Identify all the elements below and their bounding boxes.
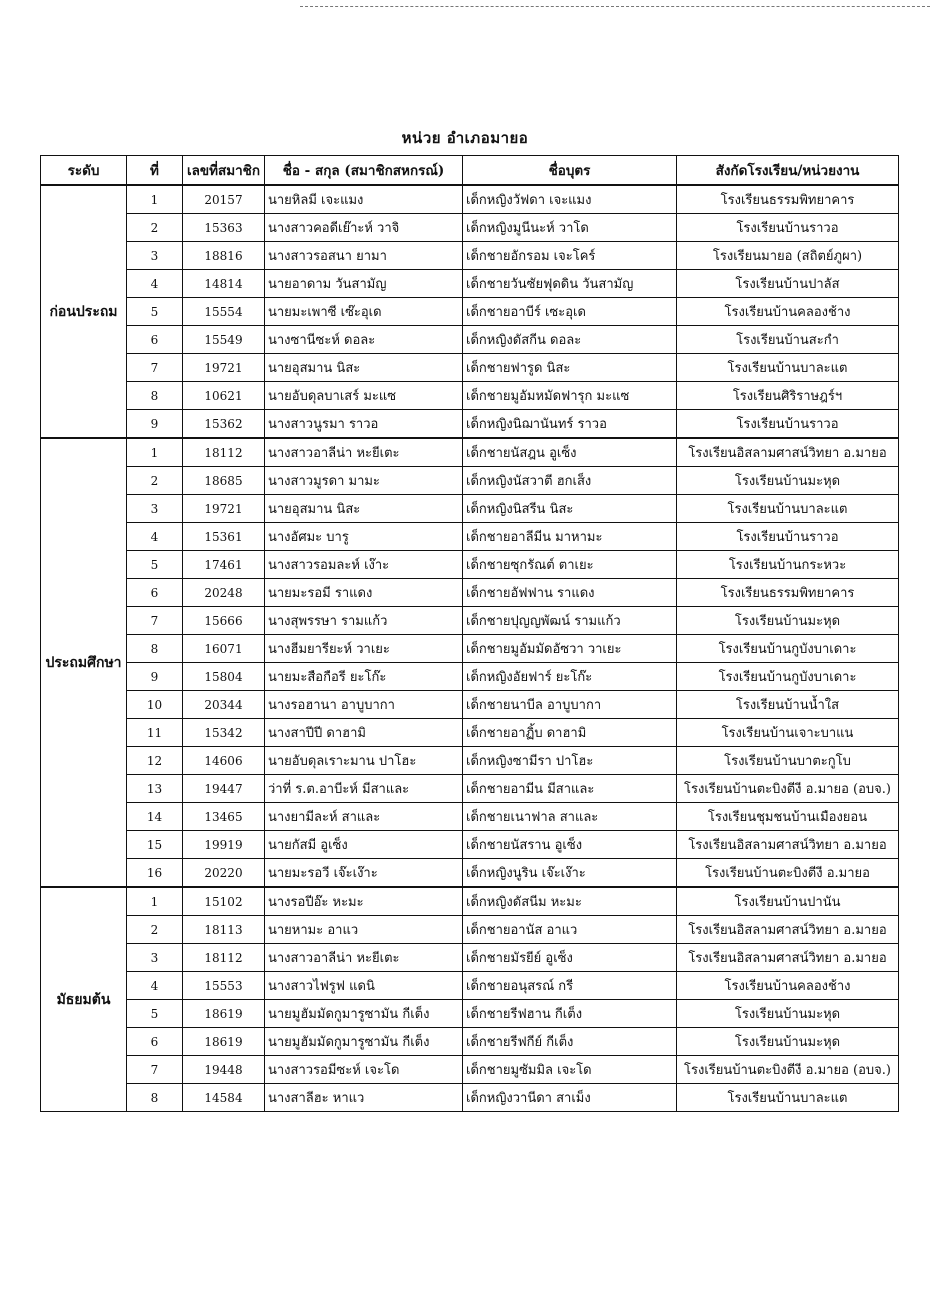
member-name: นายมูฮัมมัดกูมารูซามัน กีเต็ง — [265, 1028, 463, 1056]
member-id: 15362 — [183, 410, 265, 439]
child-name: เด็กชายปุญญพัฒน์ รามแก้ว — [463, 607, 677, 635]
child-name: เด็กชายอักรอม เจะโคร์ — [463, 242, 677, 270]
member-id: 20220 — [183, 859, 265, 888]
member-id: 15804 — [183, 663, 265, 691]
member-name: นางซานีซะห์ ดอละ — [265, 326, 463, 354]
school-name: โรงเรียนบ้านกระหวะ — [677, 551, 899, 579]
top-border-line — [300, 6, 930, 7]
member-name: นายหิลมี เจะแมง — [265, 185, 463, 214]
table-row — [41, 495, 899, 523]
row-number: 1 — [127, 887, 183, 916]
school-name: โรงเรียนธรรมพิทยาคาร — [677, 579, 899, 607]
member-id: 18619 — [183, 1000, 265, 1028]
table-row — [41, 298, 899, 326]
child-name: เด็กชายอานัส อาแว — [463, 916, 677, 944]
member-name: นายมะเพาซี เซ๊ะอุเด — [265, 298, 463, 326]
table-row — [41, 691, 899, 719]
member-name: นางสุพรรษา รามแก้ว — [265, 607, 463, 635]
level-cell: ประถมศึกษา — [41, 438, 127, 887]
member-name: นางสาวรอมละห์ เง๊าะ — [265, 551, 463, 579]
table-row — [41, 747, 899, 775]
child-name: เด็กชายเนาฟาล สาและ — [463, 803, 677, 831]
level-group — [41, 438, 899, 887]
row-number: 8 — [127, 635, 183, 663]
member-id: 20157 — [183, 185, 265, 214]
row-number: 13 — [127, 775, 183, 803]
row-number: 3 — [127, 242, 183, 270]
row-number: 8 — [127, 382, 183, 410]
school-name: โรงเรียนบ้านกูบังบาเดาะ — [677, 663, 899, 691]
child-name: เด็กชายวันซัยฟุดดิน วันสามัญ — [463, 270, 677, 298]
row-number: 6 — [127, 1028, 183, 1056]
row-number: 7 — [127, 354, 183, 382]
member-id: 18112 — [183, 438, 265, 467]
member-id: 19919 — [183, 831, 265, 859]
member-id: 18113 — [183, 916, 265, 944]
table-row — [41, 775, 899, 803]
school-name: โรงเรียนบ้านตะบิงตีงี อ.มายอ (อบจ.) — [677, 775, 899, 803]
child-name: เด็กชายฟารูด นิสะ — [463, 354, 677, 382]
school-name: โรงเรียนบ้านเจาะบาแน — [677, 719, 899, 747]
table-row — [41, 523, 899, 551]
member-id: 17461 — [183, 551, 265, 579]
member-name: นางสาวไฟรูฟ แดนิ — [265, 972, 463, 1000]
member-name: นายอับดุลเราะมาน ปาโฮะ — [265, 747, 463, 775]
child-name: เด็กหญิงนูริน เจ๊ะเง๊าะ — [463, 859, 677, 888]
table-row — [41, 1000, 899, 1028]
table-row — [41, 270, 899, 298]
member-id: 15102 — [183, 887, 265, 916]
row-number: 3 — [127, 944, 183, 972]
member-name: ว่าที่ ร.ต.อาบีะห์ มีสาและ — [265, 775, 463, 803]
table-row — [41, 859, 899, 888]
row-number: 5 — [127, 1000, 183, 1028]
child-name: เด็กชายมูอัมมัดอัซวา วาเยะ — [463, 635, 677, 663]
school-name: โรงเรียนบ้านสะกำ — [677, 326, 899, 354]
member-name: นางสาวอาลีน่า หะยีเตะ — [265, 438, 463, 467]
member-name: นายอุสมาน นิสะ — [265, 354, 463, 382]
school-name: โรงเรียนบ้านน้ำใส — [677, 691, 899, 719]
row-number: 12 — [127, 747, 183, 775]
table-row — [41, 579, 899, 607]
level-group — [41, 887, 899, 1112]
member-id: 20248 — [183, 579, 265, 607]
child-name: เด็กหญิงวัฟดา เจะแมง — [463, 185, 677, 214]
member-id: 15666 — [183, 607, 265, 635]
member-name: นายหามะ อาแว — [265, 916, 463, 944]
row-number: 7 — [127, 1056, 183, 1084]
member-id: 13465 — [183, 803, 265, 831]
school-name: โรงเรียนบ้านราวอ — [677, 214, 899, 242]
school-name: โรงเรียนบ้านมะหุด — [677, 467, 899, 495]
child-name: เด็กชายอาลีมีน มาหามะ — [463, 523, 677, 551]
row-number: 5 — [127, 298, 183, 326]
member-name: นางยามีละห์ สาและ — [265, 803, 463, 831]
member-id: 14606 — [183, 747, 265, 775]
row-number: 7 — [127, 607, 183, 635]
member-name: นายอับดุลบาเสร์ มะแซ — [265, 382, 463, 410]
table-row — [41, 326, 899, 354]
member-id: 15342 — [183, 719, 265, 747]
child-name: เด็กหญิงนิสรีน นิสะ — [463, 495, 677, 523]
child-name: เด็กหญิงนิฌานันทร์ ราวอ — [463, 410, 677, 439]
member-name: นางสาวอาลีน่า หะยีเตะ — [265, 944, 463, 972]
member-name: นายมะสือกือรี ยะโก๊ะ — [265, 663, 463, 691]
level-cell: ก่อนประถม — [41, 185, 127, 438]
member-name: นางรอปีอ๊ะ หะมะ — [265, 887, 463, 916]
school-name: โรงเรียนบ้านมะหุด — [677, 1028, 899, 1056]
school-name: โรงเรียนมายอ (สถิตย์ภูผา) — [677, 242, 899, 270]
table-row — [41, 719, 899, 747]
row-number: 15 — [127, 831, 183, 859]
school-name: โรงเรียนบ้านมะหุด — [677, 1000, 899, 1028]
school-name: โรงเรียนอิสลามศาสน์วิทยา อ.มายอ — [677, 944, 899, 972]
school-name: โรงเรียนบ้านปาลัส — [677, 270, 899, 298]
school-name: โรงเรียนบ้านกูบังบาเดาะ — [677, 635, 899, 663]
table-row — [41, 1056, 899, 1084]
member-name: นางสาวนูรมา ราวอ — [265, 410, 463, 439]
header-child-name: ชื่อบุตร — [463, 156, 677, 186]
school-name: โรงเรียนบ้านปานัน — [677, 887, 899, 916]
scholarship-table — [40, 155, 899, 1112]
member-id: 15363 — [183, 214, 265, 242]
child-name: เด็กหญิงนัสวาตี ฮกเส็ง — [463, 467, 677, 495]
member-name: นางรอฮานา อาบูบากา — [265, 691, 463, 719]
member-id: 15553 — [183, 972, 265, 1000]
table-row — [41, 1028, 899, 1056]
table-row — [41, 467, 899, 495]
member-name: นางสาวคอดีเย๊าะห์ วาจิ — [265, 214, 463, 242]
member-name: นายอุสมาน นิสะ — [265, 495, 463, 523]
member-id: 16071 — [183, 635, 265, 663]
member-name: นางสาลีฮะ หาแว — [265, 1084, 463, 1112]
member-id: 18619 — [183, 1028, 265, 1056]
child-name: เด็กหญิงซามีรา ปาโฮะ — [463, 747, 677, 775]
row-number: 9 — [127, 410, 183, 439]
child-name: เด็กชายมูซัมมิล เจะโด — [463, 1056, 677, 1084]
school-name: โรงเรียนบ้านคลองช้าง — [677, 972, 899, 1000]
member-name: นางฮีมยารียะห์ วาเยะ — [265, 635, 463, 663]
school-name: โรงเรียนบ้านมะหุด — [677, 607, 899, 635]
member-name: นายมะรอมี ราแดง — [265, 579, 463, 607]
member-name: นางสาวรอมีซะห์ เจะโด — [265, 1056, 463, 1084]
member-name: นายกัสมี อูเซ็ง — [265, 831, 463, 859]
row-number: 1 — [127, 438, 183, 467]
member-id: 14814 — [183, 270, 265, 298]
child-name: เด็กชายนัสฎน อูเซ็ง — [463, 438, 677, 467]
child-name: เด็กหญิงดัสกีน ดอละ — [463, 326, 677, 354]
row-number: 4 — [127, 972, 183, 1000]
school-name: โรงเรียนธรรมพิทยาคาร — [677, 185, 899, 214]
school-name: โรงเรียนบ้านบาละแต — [677, 354, 899, 382]
member-name: นางสาวมูรดา มามะ — [265, 467, 463, 495]
table-row — [41, 831, 899, 859]
child-name: เด็กชายมูอัมหมัดฟารุก มะแซ — [463, 382, 677, 410]
header-level: ระดับ — [41, 156, 127, 186]
table-row — [41, 972, 899, 1000]
member-id: 15554 — [183, 298, 265, 326]
child-name: เด็กชายอาบีร์ เซะอุเด — [463, 298, 677, 326]
header-school: สังกัดโรงเรียน/หน่วยงาน — [677, 156, 899, 186]
header-member-name: ชื่อ - สกุล (สมาชิกสหกรณ์) — [265, 156, 463, 186]
row-number: 4 — [127, 523, 183, 551]
member-name: นายมูฮัมมัดกูมารูซามัน กีเต็ง — [265, 1000, 463, 1028]
row-number: 3 — [127, 495, 183, 523]
level-group — [41, 185, 899, 438]
table-row — [41, 185, 899, 214]
table-row — [41, 916, 899, 944]
table-row — [41, 663, 899, 691]
table-row — [41, 551, 899, 579]
member-name: นางอัศมะ บารู — [265, 523, 463, 551]
school-name: โรงเรียนบ้านบาละแต — [677, 1084, 899, 1112]
member-id: 19447 — [183, 775, 265, 803]
school-name: โรงเรียนอิสลามศาสน์วิทยา อ.มายอ — [677, 916, 899, 944]
table-row — [41, 1084, 899, 1112]
row-number: 2 — [127, 916, 183, 944]
member-id: 19721 — [183, 495, 265, 523]
table-row — [41, 242, 899, 270]
school-name: โรงเรียนบ้านราวอ — [677, 523, 899, 551]
member-name: นางสาวรอสนา ยามา — [265, 242, 463, 270]
member-id: 18816 — [183, 242, 265, 270]
member-id: 10621 — [183, 382, 265, 410]
school-name: โรงเรียนบ้านตะบิงตีงี อ.มายอ — [677, 859, 899, 888]
row-number: 2 — [127, 467, 183, 495]
table-row — [41, 410, 899, 439]
school-name: โรงเรียนบ้านราวอ — [677, 410, 899, 439]
child-name: เด็กหญิงมูนีนะห์ วาโด — [463, 214, 677, 242]
row-number: 11 — [127, 719, 183, 747]
table-row — [41, 887, 899, 916]
row-number: 14 — [127, 803, 183, 831]
table-row — [41, 382, 899, 410]
school-name: โรงเรียนอิสลามศาสน์วิทยา อ.มายอ — [677, 438, 899, 467]
child-name: เด็กชายมัรยีย์ อูเซ็ง — [463, 944, 677, 972]
child-name: เด็กชายนัสราน อูเซ็ง — [463, 831, 677, 859]
member-name: นางสาปีปี ดาฮามิ — [265, 719, 463, 747]
level-cell: มัธยมต้น — [41, 887, 127, 1112]
row-number: 4 — [127, 270, 183, 298]
page-title: หน่วย อำเภอมายอ — [401, 129, 529, 147]
row-number: 5 — [127, 551, 183, 579]
school-name: โรงเรียนบ้านตะบิงตีงี อ.มายอ (อบจ.) — [677, 1056, 899, 1084]
child-name: เด็กชายอนุสรณ์ กรี — [463, 972, 677, 1000]
table-row — [41, 214, 899, 242]
member-name: นายมะรอวี เจ๊ะเง๊าะ — [265, 859, 463, 888]
member-id: 14584 — [183, 1084, 265, 1112]
row-number: 6 — [127, 326, 183, 354]
header-member-id: เลขที่สมาชิก — [183, 156, 265, 186]
member-id: 19448 — [183, 1056, 265, 1084]
school-name: โรงเรียนศิริราษฎร์ฯ — [677, 382, 899, 410]
header-row — [41, 156, 899, 186]
row-number: 6 — [127, 579, 183, 607]
row-number: 10 — [127, 691, 183, 719]
member-id: 15549 — [183, 326, 265, 354]
table-row — [41, 354, 899, 382]
member-id: 20344 — [183, 691, 265, 719]
school-name: โรงเรียนบ้านคลองช้าง — [677, 298, 899, 326]
table-row — [41, 607, 899, 635]
member-id: 15361 — [183, 523, 265, 551]
child-name: เด็กหญิงดัสนีม หะมะ — [463, 887, 677, 916]
table-row — [41, 944, 899, 972]
child-name: เด็กชายซุกรัณต์ ตาเยะ — [463, 551, 677, 579]
school-name: โรงเรียนบ้านบาตะกูโบ — [677, 747, 899, 775]
header-no: ที่ — [127, 156, 183, 186]
school-name: โรงเรียนชุมชนบ้านเมืองยอน — [677, 803, 899, 831]
member-id: 18112 — [183, 944, 265, 972]
row-number: 16 — [127, 859, 183, 888]
child-name: เด็กชายอามีน มีสาและ — [463, 775, 677, 803]
school-name: โรงเรียนบ้านบาละแต — [677, 495, 899, 523]
child-name: เด็กชายอาฏิ้บ ดาฮามิ — [463, 719, 677, 747]
child-name: เด็กชายนาบีล อาบูบากา — [463, 691, 677, 719]
child-name: เด็กหญิงวานีดา สาเม็ง — [463, 1084, 677, 1112]
school-name: โรงเรียนอิสลามศาสน์วิทยา อ.มายอ — [677, 831, 899, 859]
row-number: 2 — [127, 214, 183, 242]
member-id: 18685 — [183, 467, 265, 495]
row-number: 8 — [127, 1084, 183, 1112]
table-row — [41, 803, 899, 831]
child-name: เด็กชายอัฟฟาน ราแดง — [463, 579, 677, 607]
row-number: 9 — [127, 663, 183, 691]
table-row — [41, 635, 899, 663]
child-name: เด็กหญิงอัยฟาร์ ยะโก๊ะ — [463, 663, 677, 691]
member-name: นายอาดาม วันสามัญ — [265, 270, 463, 298]
table-row — [41, 438, 899, 467]
child-name: เด็กชายรีฟกีย์ กีเต็ง — [463, 1028, 677, 1056]
row-number: 1 — [127, 185, 183, 214]
child-name: เด็กชายรีฟฮาน กีเต็ง — [463, 1000, 677, 1028]
member-id: 19721 — [183, 354, 265, 382]
